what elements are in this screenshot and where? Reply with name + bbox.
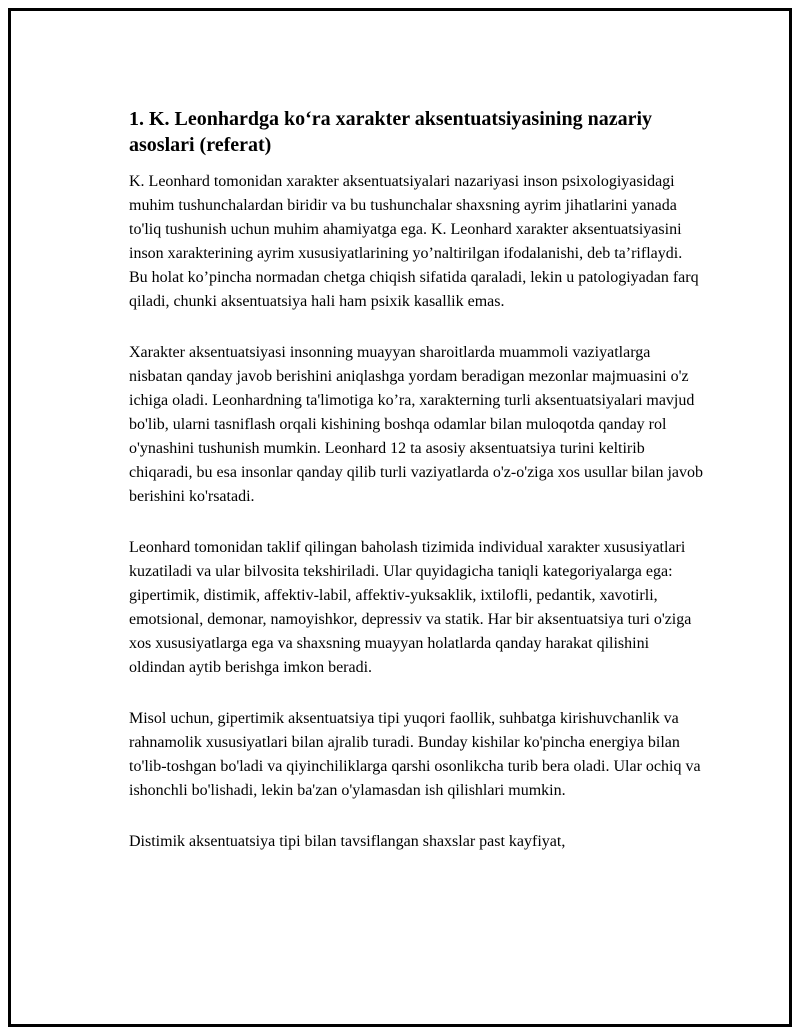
document-body (129, 106, 704, 881)
page-frame (8, 8, 792, 1027)
paragraph-hyperthymic-example: Misol uchun, gipertimik aksentuatsiya tipi yuqori faollik, suhbatga kirishuvchanlik va rahnamolik xususiyatlari bilan ajralib turadi. Bunday kishilar ko'pincha energiya bilan to'lib-toshgan bo'ladi va qiyinchiliklarga qarshi osonlikcha turib bera oladi. Ular ochiq va ishonchli bo'lishadi, lekin ba'zan o'ylamasdan ish qilishlari mumkin. (129, 710, 701, 799)
paragraph-dysthymic: Distimik aksentuatsiya tipi bilan tavsiflangan shaxslar past kayfiyat, (129, 833, 566, 850)
paragraph-categories: Leonhard tomonidan taklif qilingan baholash tizimida individual xarakter xususiyatlari kuzatiladi va ular bilvosita tekshiriladi. Ular quyidagicha taniqli kategoriyalarga ega: gipertimik, distimik, affektiv-labil, affektiv-yuksaklik, ixtilofli, pedantik, xavotirli, emotsional, demonar, namoyishkor, depressiv va statik. Har bir aksentuatsiya turi o'ziga xos xususiyatlarga ega va shaxsning muayyan holatlarda qanday harakat qilishini oldindan aytib berishga imkon beradi. (129, 539, 692, 676)
paragraph-definition: Xarakter aksentuatsiyasi insonning muayyan sharoitlarda muammoli vaziyatlarga nisbatan qanday javob berishini aniqlashga yordam beradigan mezonlar majmuasini o'z ichiga oladi. Leonhardning ta'limotiga ko’ra, xarakterning turli aksentuatsiyalari mavjud bo'lib, ularni tasniflash orqali kishining boshqa odamlar bilan muloqotda qanday rol o'ynashini tushunish mumkin. Leonhard 12 ta asosiy aksentuatsiya turini keltirib chiqaradi, bu esa insonlar qanday qilib turli vaziyatlarda o'z-o'ziga xos usullar bilan javob berishini ko'rsatadi. (129, 344, 704, 505)
document-title: 1. K. Leonhardga ko‘ra xarakter aksentuatsiyasining nazariy asoslari (referat) (129, 108, 652, 156)
paragraph-intro: K. Leonhard tomonidan xarakter aksentuatsiyalari nazariyasi inson psixologiyasidagi muhim tushunchalardan biridir va bu tushunchalar shaxsning ayrim jihatlarini yanada to'liq tushunish uchun muhim ahamiyatga ega. K. Leonhard xarakter aksentuatsiyasini inson xarakterining ayrim xususiyatlarining yo’naltirilgan ifodalanishi, deb ta’riflaydi. Bu holat ko’pincha normadan chetga chiqish sifatida qaraladi, lekin u patologiyadan farq qiladi, chunki aksentuatsiya hali ham psixik kasallik emas. (129, 173, 699, 310)
